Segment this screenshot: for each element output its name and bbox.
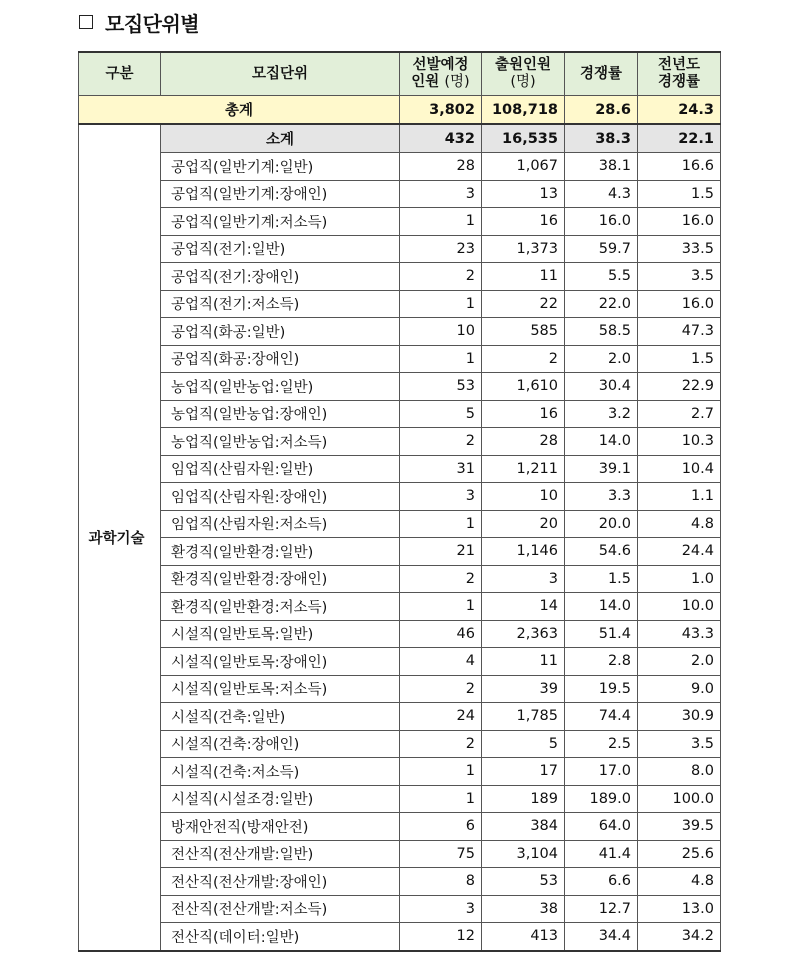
ratio-cell: 59.7 bbox=[565, 235, 638, 263]
planned-cell: 2 bbox=[400, 565, 482, 593]
prev-ratio-cell: 43.3 bbox=[638, 620, 721, 648]
planned-cell: 21 bbox=[400, 538, 482, 566]
unit-cell: 환경직(일반환경:저소득) bbox=[161, 593, 400, 621]
table-row bbox=[79, 648, 721, 676]
prev-ratio-cell: 3.5 bbox=[638, 730, 721, 758]
planned-cell: 2 bbox=[400, 675, 482, 703]
prev-ratio-cell: 3.5 bbox=[638, 263, 721, 291]
planned-cell: 1 bbox=[400, 758, 482, 786]
prev-ratio-cell: 2.7 bbox=[638, 400, 721, 428]
table-row bbox=[79, 345, 721, 373]
category-cell: 과학기술 bbox=[79, 124, 161, 951]
prev-ratio-cell: 10.3 bbox=[638, 428, 721, 456]
prev-ratio-cell: 30.9 bbox=[638, 703, 721, 731]
table-row bbox=[79, 208, 721, 236]
unit-cell: 농업직(일반농업:일반) bbox=[161, 373, 400, 401]
prev-ratio-cell: 10.0 bbox=[638, 593, 721, 621]
table-row bbox=[79, 153, 721, 181]
unit-cell: 방재안전직(방재안전) bbox=[161, 813, 400, 841]
ratio-cell: 58.5 bbox=[565, 318, 638, 346]
unit-cell: 공업직(전기:저소득) bbox=[161, 290, 400, 318]
ratio-cell: 5.5 bbox=[565, 263, 638, 291]
ratio-cell: 2.0 bbox=[565, 345, 638, 373]
ratio-cell: 74.4 bbox=[565, 703, 638, 731]
prev-ratio-cell: 33.5 bbox=[638, 235, 721, 263]
unit-cell: 임업직(산림자원:장애인) bbox=[161, 483, 400, 511]
table-row bbox=[79, 400, 721, 428]
prev-ratio-cell: 39.5 bbox=[638, 813, 721, 841]
applicants-cell: 1,067 bbox=[482, 153, 565, 181]
unit-cell: 임업직(산림자원:저소득) bbox=[161, 510, 400, 538]
unit-cell: 전산직(데이터:일반) bbox=[161, 923, 400, 951]
header-prev-ratio bbox=[638, 52, 721, 96]
applicants-cell: 10 bbox=[482, 483, 565, 511]
applicants-cell: 189 bbox=[482, 785, 565, 813]
ratio-cell: 6.6 bbox=[565, 868, 638, 896]
total-planned: 3,802 bbox=[400, 96, 482, 125]
unit-cell: 시설직(일반토목:저소득) bbox=[161, 675, 400, 703]
unit-cell: 공업직(일반기계:일반) bbox=[161, 153, 400, 181]
table-row bbox=[79, 428, 721, 456]
planned-cell: 1 bbox=[400, 510, 482, 538]
unit-cell: 농업직(일반농업:장애인) bbox=[161, 400, 400, 428]
table-row bbox=[79, 675, 721, 703]
unit-cell: 시설직(건축:장애인) bbox=[161, 730, 400, 758]
total-applicants: 108,718 bbox=[482, 96, 565, 125]
unit-cell: 시설직(일반토목:일반) bbox=[161, 620, 400, 648]
table-row bbox=[79, 263, 721, 291]
prev-ratio-cell: 9.0 bbox=[638, 675, 721, 703]
table-row bbox=[79, 813, 721, 841]
planned-cell: 1 bbox=[400, 208, 482, 236]
table-row bbox=[79, 483, 721, 511]
unit-cell: 농업직(일반농업:저소득) bbox=[161, 428, 400, 456]
unit-cell: 환경직(일반환경:일반) bbox=[161, 538, 400, 566]
subtotal-prev: 22.1 bbox=[638, 124, 721, 153]
table-row bbox=[79, 538, 721, 566]
total-prev: 24.3 bbox=[638, 96, 721, 125]
ratio-cell: 14.0 bbox=[565, 428, 638, 456]
table-row bbox=[79, 895, 721, 923]
table-row bbox=[79, 840, 721, 868]
table-row bbox=[79, 565, 721, 593]
ratio-cell: 189.0 bbox=[565, 785, 638, 813]
ratio-cell: 64.0 bbox=[565, 813, 638, 841]
planned-cell: 46 bbox=[400, 620, 482, 648]
table-row bbox=[79, 703, 721, 731]
planned-cell: 1 bbox=[400, 345, 482, 373]
prev-ratio-cell: 47.3 bbox=[638, 318, 721, 346]
planned-cell: 75 bbox=[400, 840, 482, 868]
prev-ratio-cell: 4.8 bbox=[638, 510, 721, 538]
table-row bbox=[79, 373, 721, 401]
applicants-cell: 16 bbox=[482, 400, 565, 428]
table-row bbox=[79, 923, 721, 951]
prev-ratio-cell: 24.4 bbox=[638, 538, 721, 566]
applicants-cell: 38 bbox=[482, 895, 565, 923]
header-prev-line1: 전년도 bbox=[657, 57, 701, 73]
planned-cell: 2 bbox=[400, 730, 482, 758]
prev-ratio-cell: 34.2 bbox=[638, 923, 721, 951]
prev-ratio-cell: 1.1 bbox=[638, 483, 721, 511]
prev-ratio-cell: 13.0 bbox=[638, 895, 721, 923]
table-row bbox=[79, 758, 721, 786]
applicants-cell: 1,785 bbox=[482, 703, 565, 731]
table-row bbox=[79, 785, 721, 813]
planned-cell: 3 bbox=[400, 483, 482, 511]
planned-cell: 5 bbox=[400, 400, 482, 428]
ratio-cell: 38.1 bbox=[565, 153, 638, 181]
unit-cell: 전산직(전산개발:장애인) bbox=[161, 868, 400, 896]
applicants-cell: 17 bbox=[482, 758, 565, 786]
unit-cell: 공업직(전기:일반) bbox=[161, 235, 400, 263]
prev-ratio-cell: 16.0 bbox=[638, 208, 721, 236]
header-ratio: 경쟁률 bbox=[565, 52, 638, 96]
header-prev-line2: 경쟁률 bbox=[657, 74, 701, 90]
ratio-cell: 12.7 bbox=[565, 895, 638, 923]
recruitment-table bbox=[78, 51, 721, 952]
prev-ratio-cell: 4.8 bbox=[638, 868, 721, 896]
prev-ratio-cell: 16.0 bbox=[638, 290, 721, 318]
subtotal-label: 소계 bbox=[161, 124, 400, 153]
applicants-cell: 585 bbox=[482, 318, 565, 346]
unit-cell: 시설직(건축:일반) bbox=[161, 703, 400, 731]
subtotal-ratio: 38.3 bbox=[565, 124, 638, 153]
prev-ratio-cell: 1.5 bbox=[638, 180, 721, 208]
applicants-cell: 3,104 bbox=[482, 840, 565, 868]
prev-ratio-cell: 8.0 bbox=[638, 758, 721, 786]
header-applicants-line2: (명) bbox=[510, 74, 536, 90]
planned-cell: 4 bbox=[400, 648, 482, 676]
unit-cell: 전산직(전산개발:일반) bbox=[161, 840, 400, 868]
applicants-cell: 53 bbox=[482, 868, 565, 896]
header-applicants-line1: 출원인원 bbox=[494, 57, 552, 73]
planned-cell: 28 bbox=[400, 153, 482, 181]
table-row bbox=[79, 620, 721, 648]
table-row bbox=[79, 180, 721, 208]
ratio-cell: 4.3 bbox=[565, 180, 638, 208]
subtotal-row bbox=[79, 124, 721, 153]
applicants-cell: 1,146 bbox=[482, 538, 565, 566]
ratio-cell: 51.4 bbox=[565, 620, 638, 648]
unit-cell: 공업직(화공:장애인) bbox=[161, 345, 400, 373]
planned-cell: 24 bbox=[400, 703, 482, 731]
ratio-cell: 16.0 bbox=[565, 208, 638, 236]
planned-cell: 10 bbox=[400, 318, 482, 346]
ratio-cell: 41.4 bbox=[565, 840, 638, 868]
planned-cell: 1 bbox=[400, 593, 482, 621]
planned-cell: 2 bbox=[400, 428, 482, 456]
applicants-cell: 2,363 bbox=[482, 620, 565, 648]
unit-cell: 임업직(산림자원:일반) bbox=[161, 455, 400, 483]
ratio-cell: 39.1 bbox=[565, 455, 638, 483]
applicants-cell: 11 bbox=[482, 648, 565, 676]
table-row bbox=[79, 290, 721, 318]
applicants-cell: 22 bbox=[482, 290, 565, 318]
planned-cell: 6 bbox=[400, 813, 482, 841]
unit-cell: 공업직(일반기계:장애인) bbox=[161, 180, 400, 208]
header-applicants bbox=[482, 52, 565, 96]
total-label: 총계 bbox=[79, 96, 400, 125]
ratio-cell: 17.0 bbox=[565, 758, 638, 786]
applicants-cell: 384 bbox=[482, 813, 565, 841]
section-heading-text: 모집단위별 bbox=[105, 11, 200, 36]
ratio-cell: 2.5 bbox=[565, 730, 638, 758]
table-row bbox=[79, 318, 721, 346]
planned-cell: 3 bbox=[400, 180, 482, 208]
applicants-cell: 1,373 bbox=[482, 235, 565, 263]
ratio-cell: 3.3 bbox=[565, 483, 638, 511]
ratio-cell: 30.4 bbox=[565, 373, 638, 401]
applicants-cell: 13 bbox=[482, 180, 565, 208]
section-heading bbox=[79, 7, 199, 37]
applicants-cell: 20 bbox=[482, 510, 565, 538]
total-row bbox=[79, 96, 721, 125]
prev-ratio-cell: 10.4 bbox=[638, 455, 721, 483]
planned-cell: 31 bbox=[400, 455, 482, 483]
ratio-cell: 54.6 bbox=[565, 538, 638, 566]
applicants-cell: 28 bbox=[482, 428, 565, 456]
unit-cell: 공업직(일반기계:저소득) bbox=[161, 208, 400, 236]
prev-ratio-cell: 1.5 bbox=[638, 345, 721, 373]
unit-cell: 시설직(시설조경:일반) bbox=[161, 785, 400, 813]
planned-cell: 1 bbox=[400, 290, 482, 318]
applicants-cell: 1,211 bbox=[482, 455, 565, 483]
table-row bbox=[79, 730, 721, 758]
unit-cell: 공업직(전기:장애인) bbox=[161, 263, 400, 291]
header-planned bbox=[400, 52, 482, 96]
applicants-cell: 14 bbox=[482, 593, 565, 621]
prev-ratio-cell: 25.6 bbox=[638, 840, 721, 868]
total-ratio: 28.6 bbox=[565, 96, 638, 125]
applicants-cell: 3 bbox=[482, 565, 565, 593]
planned-cell: 8 bbox=[400, 868, 482, 896]
applicants-cell: 39 bbox=[482, 675, 565, 703]
unit-cell: 시설직(건축:저소득) bbox=[161, 758, 400, 786]
prev-ratio-cell: 1.0 bbox=[638, 565, 721, 593]
prev-ratio-cell: 2.0 bbox=[638, 648, 721, 676]
subtotal-applicants: 16,535 bbox=[482, 124, 565, 153]
header-unit: 모집단위 bbox=[161, 52, 400, 96]
prev-ratio-cell: 22.9 bbox=[638, 373, 721, 401]
applicants-cell: 5 bbox=[482, 730, 565, 758]
table-row bbox=[79, 868, 721, 896]
checkbox-square-icon bbox=[79, 15, 93, 29]
ratio-cell: 22.0 bbox=[565, 290, 638, 318]
ratio-cell: 19.5 bbox=[565, 675, 638, 703]
header-planned-line2: 인원 bbox=[411, 74, 440, 90]
subtotal-planned: 432 bbox=[400, 124, 482, 153]
ratio-cell: 1.5 bbox=[565, 565, 638, 593]
table-header-row bbox=[79, 52, 721, 96]
ratio-cell: 3.2 bbox=[565, 400, 638, 428]
unit-cell: 환경직(일반환경:장애인) bbox=[161, 565, 400, 593]
planned-cell: 12 bbox=[400, 923, 482, 951]
applicants-cell: 11 bbox=[482, 263, 565, 291]
table-row bbox=[79, 455, 721, 483]
planned-cell: 53 bbox=[400, 373, 482, 401]
table-row bbox=[79, 510, 721, 538]
unit-cell: 전산직(전산개발:저소득) bbox=[161, 895, 400, 923]
applicants-cell: 16 bbox=[482, 208, 565, 236]
ratio-cell: 14.0 bbox=[565, 593, 638, 621]
ratio-cell: 20.0 bbox=[565, 510, 638, 538]
planned-cell: 3 bbox=[400, 895, 482, 923]
prev-ratio-cell: 100.0 bbox=[638, 785, 721, 813]
planned-cell: 23 bbox=[400, 235, 482, 263]
applicants-cell: 2 bbox=[482, 345, 565, 373]
applicants-cell: 1,610 bbox=[482, 373, 565, 401]
header-planned-line1: 선발예정 bbox=[412, 57, 469, 73]
ratio-cell: 2.8 bbox=[565, 648, 638, 676]
prev-ratio-cell: 16.6 bbox=[638, 153, 721, 181]
table-row bbox=[79, 593, 721, 621]
header-planned-unit: (명) bbox=[444, 74, 470, 90]
unit-cell: 시설직(일반토목:장애인) bbox=[161, 648, 400, 676]
ratio-cell: 34.4 bbox=[565, 923, 638, 951]
header-category: 구분 bbox=[79, 52, 161, 96]
unit-cell: 공업직(화공:일반) bbox=[161, 318, 400, 346]
applicants-cell: 413 bbox=[482, 923, 565, 951]
planned-cell: 1 bbox=[400, 785, 482, 813]
table-row bbox=[79, 235, 721, 263]
planned-cell: 2 bbox=[400, 263, 482, 291]
